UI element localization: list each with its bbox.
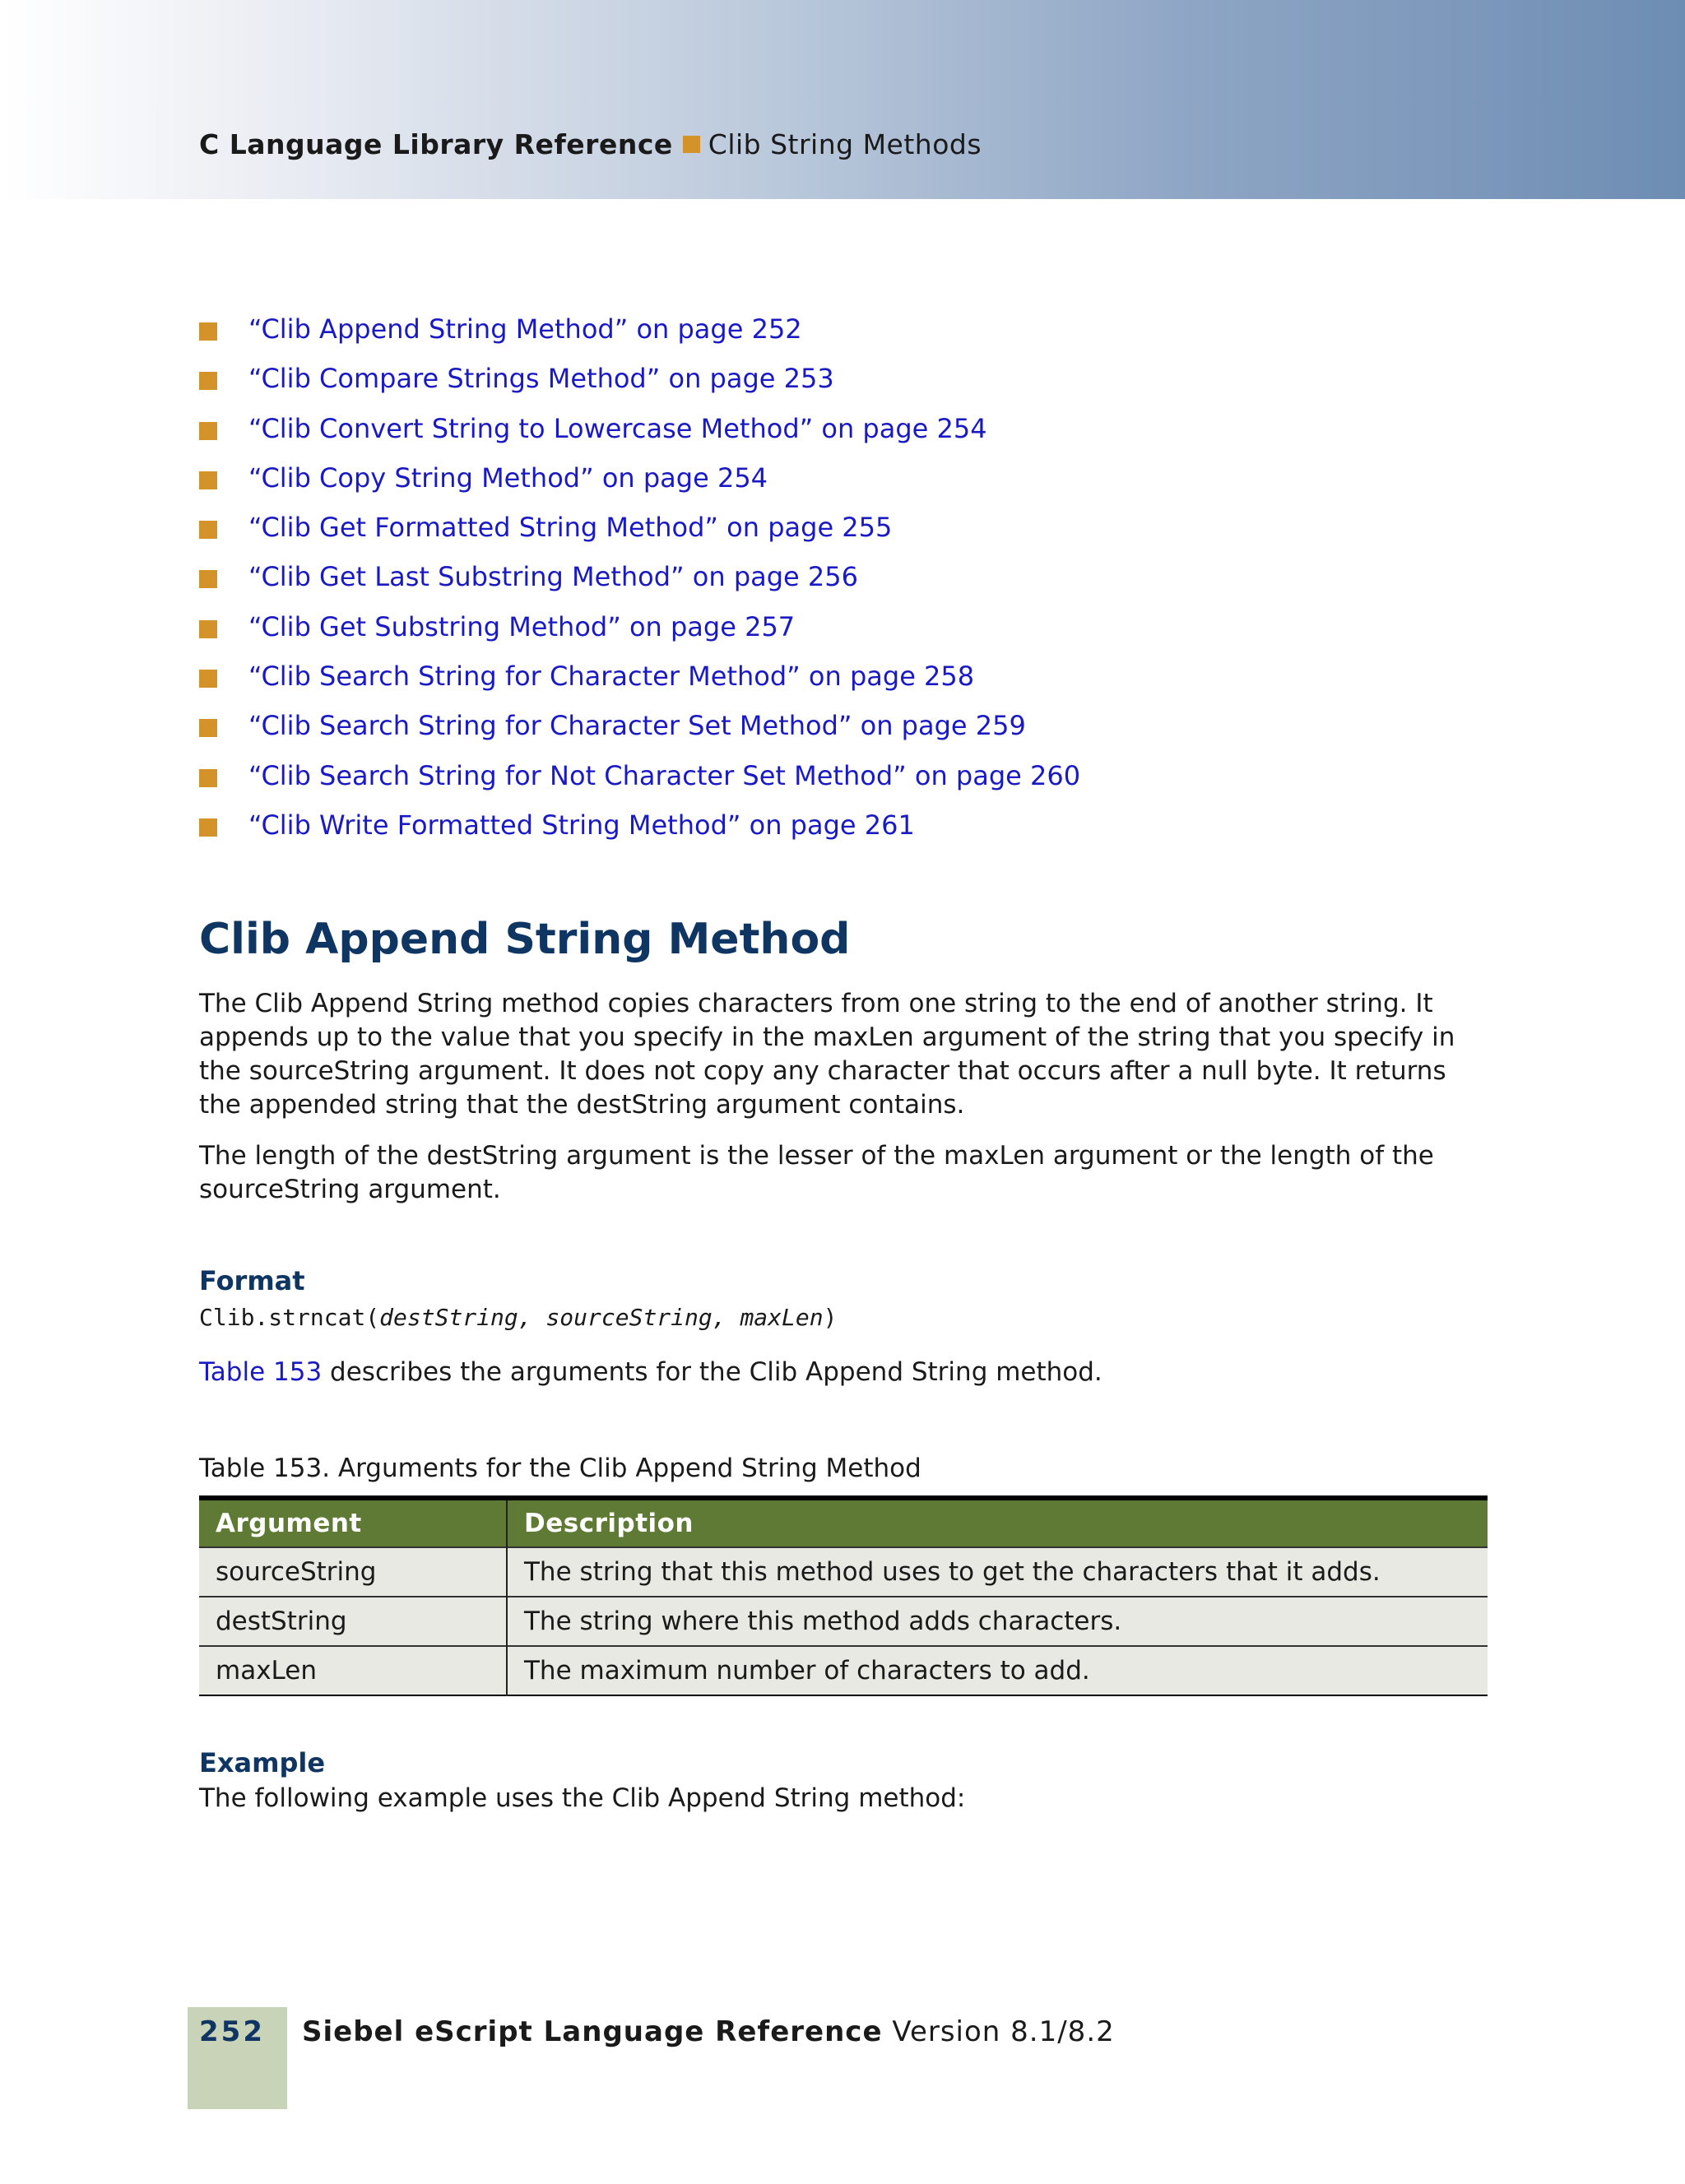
list-item (199, 410, 1080, 460)
description-cell: The string that this method uses to get the characters that it adds. (507, 1547, 1488, 1597)
column-header-argument: Argument (199, 1498, 507, 1547)
topic-link[interactable]: “Clib Search String for Not Character Set Method” on page 260 (248, 759, 1081, 791)
topic-link[interactable]: “Clib Append String Method” on page 252 (248, 313, 802, 345)
footer-book-title: Siebel eScript Language Reference (302, 2015, 883, 2048)
table-row (199, 1547, 1488, 1597)
list-item (199, 311, 1080, 360)
topic-link[interactable]: “Clib Get Last Substring Method” on page 256 (248, 561, 858, 593)
table-row (199, 1597, 1488, 1646)
description-cell: The string where this method adds characters. (507, 1597, 1488, 1646)
topic-link[interactable]: “Clib Get Formatted String Method” on page 255 (248, 512, 893, 544)
header-section-title: Clib String Methods (708, 128, 982, 160)
list-item (199, 460, 1080, 509)
arguments-table (199, 1495, 1488, 1696)
example-intro: The following example uses the Clib Append String method: (199, 1783, 966, 1813)
argument-cell: sourceString (199, 1547, 507, 1597)
square-bullet-icon (199, 818, 217, 837)
topic-link[interactable]: “Clib Get Substring Method” on page 257 (248, 610, 796, 642)
table-header-row (199, 1498, 1488, 1547)
section-title: Clib Append String Method (199, 915, 851, 964)
list-item (199, 509, 1080, 559)
header-book-title: C Language Library Reference (199, 128, 673, 160)
format-syntax (199, 1304, 837, 1331)
running-header (199, 128, 982, 160)
description-paragraph: The Clib Append String method copies characters from one string to the end of another string. It appends up to the value that you specify in the maxLen argument of the string that you specify in the sourceString argument. It does not copy any character that occurs after a null byte. It returns the appended string that the destString argument contains. (199, 989, 1455, 1120)
argument-cell: maxLen (199, 1646, 507, 1695)
topic-link[interactable]: “Clib Search String for Character Method” on page 258 (248, 661, 975, 693)
argument-cell: destString (199, 1597, 507, 1646)
square-bullet-icon (199, 322, 217, 341)
syntax-arguments: destString, sourceString, maxLen (379, 1304, 824, 1331)
list-item (199, 658, 1080, 707)
square-bullet-icon (199, 769, 217, 787)
list-item (199, 807, 1080, 856)
syntax-close: ) (823, 1304, 838, 1331)
example-heading: Example (199, 1747, 326, 1778)
square-bullet-icon (683, 136, 700, 153)
square-bullet-icon (199, 570, 217, 588)
square-bullet-icon (199, 620, 217, 638)
topic-link[interactable]: “Clib Search String for Character Set Method” on page 259 (248, 710, 1026, 742)
list-item (199, 758, 1080, 807)
square-bullet-icon (199, 471, 217, 489)
syntax-function: Clib.strncat( (199, 1304, 380, 1331)
footer-title (302, 2015, 1115, 2048)
list-item (199, 609, 1080, 658)
length-paragraph: The length of the destString argument is the lesser of the maxLen argument or the length of the sourceString argument. (199, 1141, 1434, 1204)
square-bullet-icon (199, 372, 217, 390)
square-bullet-icon (199, 719, 217, 737)
topic-link[interactable]: “Clib Convert String to Lowercase Method” on page 254 (248, 412, 987, 444)
list-item (199, 360, 1080, 410)
footer-version: Version 8.1/8.2 (882, 2015, 1115, 2048)
column-header-description: Description (507, 1498, 1488, 1547)
topic-link[interactable]: “Clib Write Formatted String Method” on page 261 (248, 809, 915, 841)
list-item (199, 559, 1080, 608)
topic-list (199, 311, 1080, 856)
table-row (199, 1646, 1488, 1695)
header-band (0, 0, 1685, 199)
description-cell: The maximum number of characters to add. (507, 1646, 1488, 1695)
topic-link[interactable]: “Clib Copy String Method” on page 254 (248, 461, 768, 494)
table-link[interactable]: Table 153 (199, 1357, 323, 1387)
square-bullet-icon (199, 670, 217, 688)
table-reference (199, 1357, 1102, 1387)
table-caption: Table 153. Arguments for the Clib Append String Method (199, 1454, 921, 1483)
list-item (199, 707, 1080, 757)
table-reference-text: describes the arguments for the Clib Append String method. (322, 1357, 1102, 1387)
format-heading: Format (199, 1265, 305, 1296)
square-bullet-icon (199, 521, 217, 539)
topic-link[interactable]: “Clib Compare Strings Method” on page 253 (248, 363, 834, 395)
page-number: 252 (199, 2015, 265, 2048)
square-bullet-icon (199, 422, 217, 440)
